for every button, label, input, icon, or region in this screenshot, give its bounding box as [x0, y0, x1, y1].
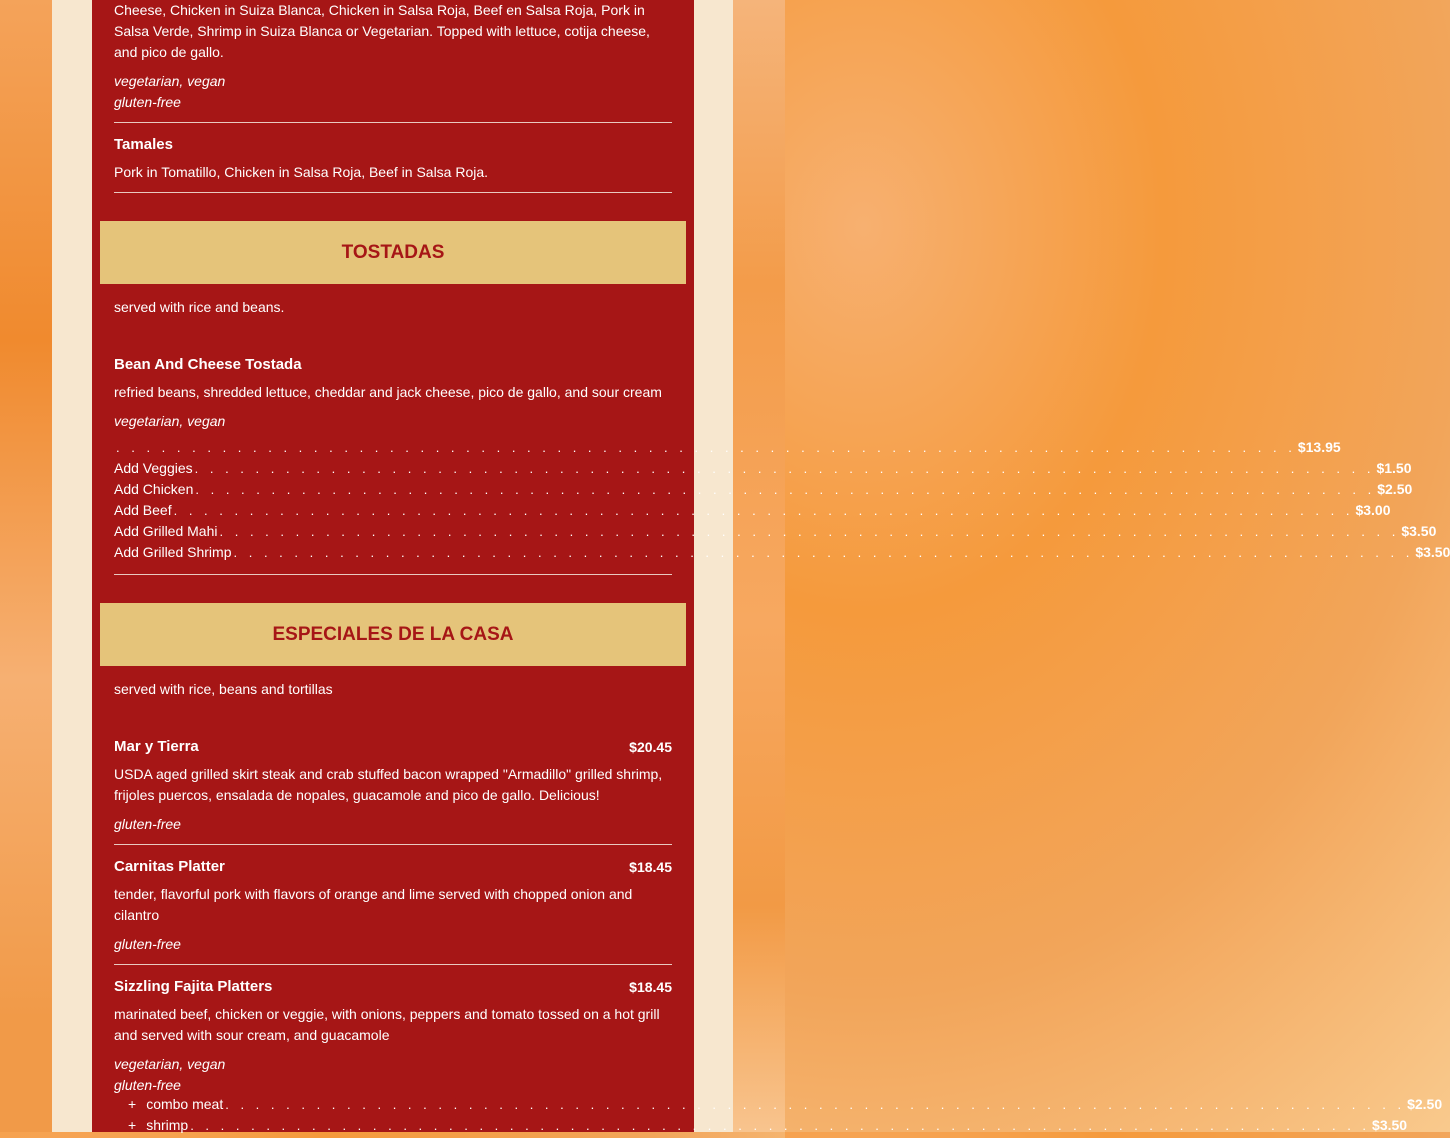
addon-label: Add Grilled Mahi: [114, 523, 218, 539]
bean-cheese-tostada-description: refried beans, shredded lettuce, cheddar and jack cheese, pico de gallo, and sour cream: [114, 384, 662, 400]
addon-label: Add Chicken: [114, 481, 194, 497]
dot-leader: . . . . . . . . . . . . . . . . . . . . . . . . . . . . . . . . . . . . . . . . . . . . . . . . . . . . . . . . . . . . . . . . . . . . . . . . . . . . . .: [225, 1097, 1406, 1112]
addon-row: [114, 523, 1437, 544]
addon-price: $2.50: [1407, 1096, 1443, 1112]
base-price-row: [114, 439, 1341, 460]
diet-tag-vegetarian: vegetarian, vegan: [114, 413, 226, 429]
dot-leader: . . . . . . . . . . . . . . . . . . . . . . . . . . . . . . . . . . . . . . . . . . . . . . . . . . . . . . . . . . . . . . . . . . . . . . . . . . . . . .: [219, 524, 1400, 539]
addon-label: Add Beef: [114, 502, 172, 518]
dot-leader: . . . . . . . . . . . . . . . . . . . . . . . . . . . . . . . . . . . . . . . . . . . . . . . . . . . . . . . . . . . . . . . . . . . . . . . . . . . . . .: [116, 440, 1296, 455]
menu-panel: [92, 0, 1450, 1133]
addon-price: $3.00: [1355, 502, 1391, 518]
section-heading-especiales: ESPECIALES DE LA CASA: [100, 603, 686, 666]
enchiladas-description: Cheese, Chicken in Suiza Blanca, Chicken in Salsa Roja, Beef en Salsa Roja, Pork in Salsa Verde, Shrimp in Suiza Blanca or Vegetarian. Topped with lettuce, cotija cheese, and pico de gallo.: [114, 2, 650, 60]
plus-icon: +: [128, 1096, 137, 1112]
section-heading-tostadas: TOSTADAS: [100, 221, 686, 284]
sizzling-fajita-description: marinated beef, chicken or veggie, with onions, peppers and tomato tossed on a hot grill and served with sour cream, and guacamole: [114, 1006, 660, 1043]
carnitas-platter-price: $18.45: [629, 859, 672, 875]
addon-row: [114, 502, 1391, 523]
addon-label: combo meat: [146, 1096, 224, 1112]
divider: [114, 844, 672, 845]
addon-label: Add Veggies: [114, 460, 193, 476]
diet-tag-gluten-free: gluten-free: [114, 816, 181, 832]
background-right: [733, 0, 785, 1132]
diet-tag-vegetarian: vegetarian, vegan: [114, 73, 226, 89]
addon-row: [114, 1117, 1408, 1138]
addon-label: Add Grilled Shrimp: [114, 544, 232, 560]
tamales-description: Pork in Tomatillo, Chicken in Salsa Roja, Beef in Salsa Roja.: [114, 164, 489, 180]
dot-leader: . . . . . . . . . . . . . . . . . . . . . . . . . . . . . . . . . . . . . . . . . . . . . . . . . . . . . . . . . . . . . . . . . . . . . . . . . . . . . .: [195, 482, 1376, 497]
addon-price: $3.50: [1372, 1117, 1408, 1133]
divider: [114, 574, 672, 575]
tamales-title: Tamales: [114, 136, 173, 153]
dot-leader: . . . . . . . . . . . . . . . . . . . . . . . . . . . . . . . . . . . . . . . . . . . . . . . . . . . . . . . . . . . . . . . . . . . . . . . . . . . . . .: [173, 503, 1354, 518]
carnitas-platter-title: Carnitas Platter: [114, 858, 225, 875]
carnitas-platter-description: tender, flavorful pork with flavors of orange and lime served with chopped onion and cilantro: [114, 886, 633, 923]
dot-leader: . . . . . . . . . . . . . . . . . . . . . . . . . . . . . . . . . . . . . . . . . . . . . . . . . . . . . . . . . . . . . . . . . . . . . . . . . . . . . .: [190, 1118, 1371, 1133]
addon-label: shrimp: [146, 1117, 189, 1133]
mar-y-tierra-price: $20.45: [629, 739, 672, 755]
especiales-intro: served with rice, beans and tortillas: [114, 681, 333, 697]
mar-y-tierra-title: Mar y Tierra: [114, 738, 199, 755]
diet-tag-gluten-free: gluten-free: [114, 1077, 181, 1093]
base-price: $13.95: [1297, 439, 1341, 455]
diet-tag-vegetarian: vegetarian, vegan: [114, 1056, 226, 1072]
dot-leader: . . . . . . . . . . . . . . . . . . . . . . . . . . . . . . . . . . . . . . . . . . . . . . . . . . . . . . . . . . . . . . . . . . . . . . . . . . . . . .: [233, 545, 1414, 560]
addon-price: $3.50: [1401, 523, 1437, 539]
divider: [114, 192, 672, 193]
diet-tag-gluten-free: gluten-free: [114, 936, 181, 952]
addon-row: [114, 460, 1412, 481]
plus-icon: +: [128, 1117, 137, 1133]
bean-cheese-tostada-title: Bean And Cheese Tostada: [114, 356, 302, 373]
addon-price: $1.50: [1376, 460, 1412, 476]
background-left: [0, 0, 52, 1132]
divider: [114, 122, 672, 123]
addon-row: [114, 1096, 1443, 1117]
tostadas-intro: served with rice and beans.: [114, 299, 285, 315]
dot-leader: . . . . . . . . . . . . . . . . . . . . . . . . . . . . . . . . . . . . . . . . . . . . . . . . . . . . . . . . . . . . . . . . . . . . . . . . . . . . . .: [194, 461, 1375, 476]
addon-row: [114, 544, 1450, 565]
divider: [114, 964, 672, 965]
mar-y-tierra-description: USDA aged grilled skirt steak and crab stuffed bacon wrapped "Armadillo" grilled shrimp, frijoles puercos, ensalada de nopales, guacamole and pico de gallo. Delicious!: [114, 766, 663, 803]
sizzling-fajita-title: Sizzling Fajita Platters: [114, 978, 273, 995]
addon-price: $3.50: [1415, 544, 1450, 560]
sizzling-fajita-price: $18.45: [629, 979, 672, 995]
addon-price: $2.50: [1377, 481, 1413, 497]
diet-tag-gluten-free: gluten-free: [114, 94, 181, 110]
addon-row: [114, 481, 1413, 502]
